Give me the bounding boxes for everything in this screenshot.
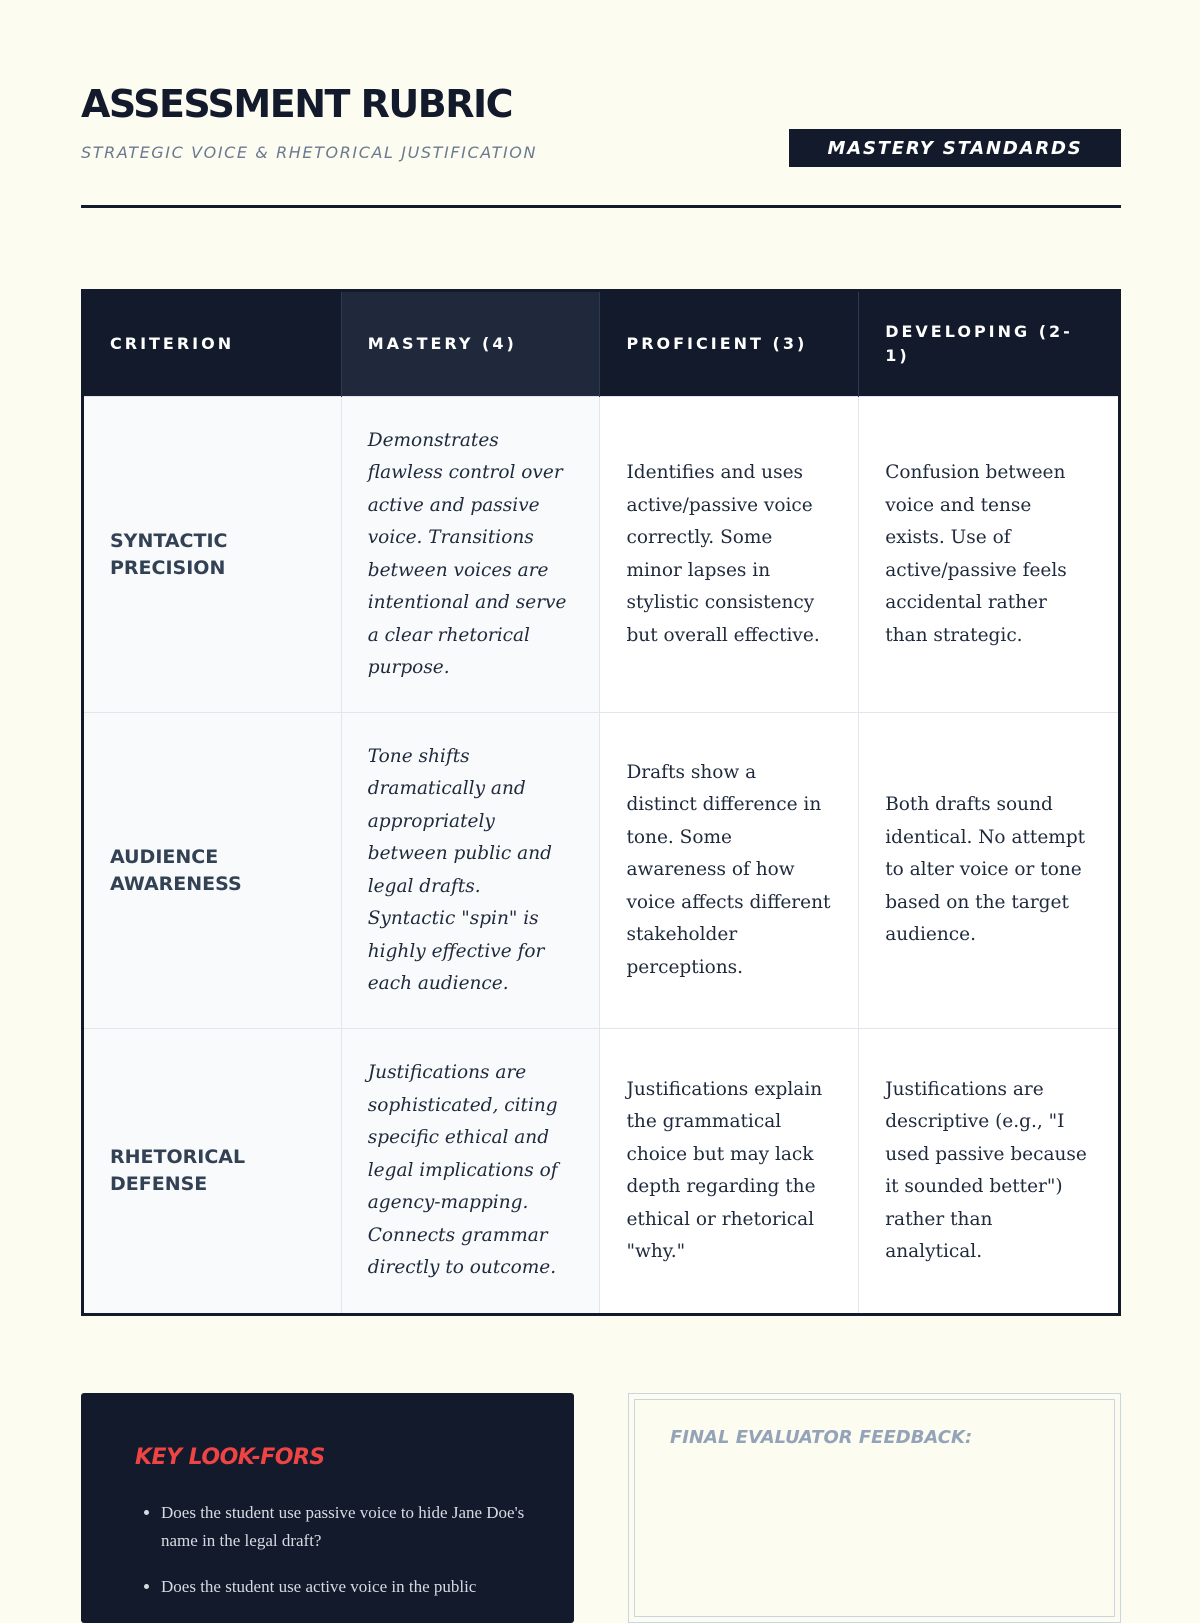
criterion-cell: AUDIENCE AWARENESS <box>83 713 342 1029</box>
column-header-developing: DEVELOPING (2-1) <box>859 291 1120 397</box>
criterion-cell: RHETORICAL DEFENSE <box>83 1029 342 1315</box>
mastery-cell: Tone shifts dramatically and appropriately between public and legal drafts. Syntactic "spin" is highly effective for each audience. <box>341 713 600 1029</box>
proficient-cell: Justifications explain the grammatical choice but may lack depth regarding the ethical or rhetorical "why." <box>600 1029 859 1315</box>
developing-cell: Justifications are descriptive (e.g., "I used passive because it sounded better") rather than analytical. <box>859 1029 1120 1315</box>
table-row <box>83 713 1120 1029</box>
mastery-standards-badge: MASTERY STANDARDS <box>789 129 1121 167</box>
criterion-cell: SYNTACTIC PRECISION <box>83 397 342 713</box>
table-row <box>83 1029 1120 1315</box>
column-header-proficient: PROFICIENT (3) <box>600 291 859 397</box>
header-divider <box>81 205 1121 208</box>
look-fors-title: KEY LOOK-FORS <box>135 1445 325 1470</box>
rubric-header-row <box>83 291 1120 397</box>
mastery-cell: Demonstrates flawless control over active and passive voice. Transitions between voices are intentional and serve a clear rhetorical purpose. <box>341 397 600 713</box>
proficient-cell: Drafts show a distinct difference in tone. Some awareness of how voice affects different stakeholder perceptions. <box>600 713 859 1029</box>
page-title: ASSESSMENT RUBRIC <box>81 82 513 126</box>
developing-cell: Confusion between voice and tense exists. Use of active/passive feels accidental rather than strategic. <box>859 397 1120 713</box>
rubric-table <box>81 289 1121 1316</box>
table-row <box>83 397 1120 713</box>
look-fors-list <box>135 1499 561 1619</box>
evaluator-feedback-box[interactable] <box>628 1393 1121 1623</box>
mastery-cell: Justifications are sophisticated, citing specific ethical and legal implications of agency-mapping. Connects grammar directly to outcome. <box>341 1029 600 1315</box>
proficient-cell: Identifies and uses active/passive voice correctly. Some minor lapses in stylistic consistency but overall effective. <box>600 397 859 713</box>
list-item: • Does the student use active voice in the public <box>161 1573 561 1601</box>
column-header-mastery: MASTERY (4) <box>341 291 600 397</box>
list-item: • Does the student use passive voice to hide Jane Doe's name in the legal draft? <box>161 1499 561 1555</box>
feedback-title: FINAL EVALUATOR FEEDBACK: <box>670 1427 973 1448</box>
page-subtitle: STRATEGIC VOICE & RHETORICAL JUSTIFICATION <box>81 143 538 162</box>
column-header-criterion: CRITERION <box>83 291 342 397</box>
key-look-fors-panel <box>81 1393 574 1623</box>
developing-cell: Both drafts sound identical. No attempt to alter voice or tone based on the target audience. <box>859 713 1120 1029</box>
